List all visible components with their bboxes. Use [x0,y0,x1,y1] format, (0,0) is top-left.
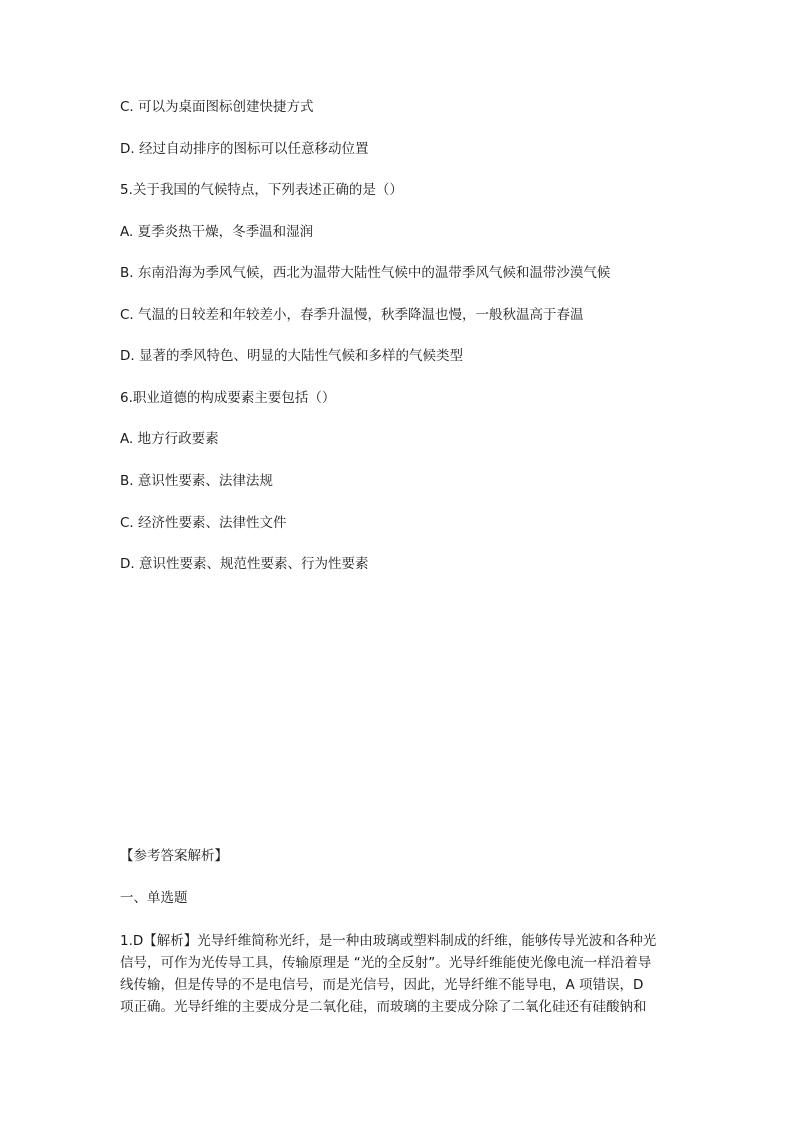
q5-option-a: A. 夏季炎热干燥，冬季温和湿润 [120,224,314,240]
q4-option-d: D. 经过自动排序的图标可以任意移动位置 [120,141,369,157]
q6-option-c: C. 经济性要素、法律性文件 [120,515,287,531]
explanation-line: 1.D【解析】光导纤维简称光纤，是一种由玻璃或塑料制成的纤维，能够传导光波和各种光 [120,933,657,949]
q5-option-b: B. 东南沿海为季风气候，西北为温带大陆性气候中的温带季风气候和温带沙漠气候 [120,265,611,281]
explanation-line: 项正确。光导纤维的主要成分是二氧化硅，而玻璃的主要成分除了二氧化硅还有硅酸钠和 [120,999,647,1015]
q6-option-d: D. 意识性要素、规范性要素、行为性要素 [120,556,369,572]
answers-heading: 【参考答案解析】 [120,848,228,864]
q6-option-a: A. 地方行政要素 [120,431,219,447]
q6-option-b: B. 意识性要素、法律法规 [120,473,273,489]
q5-option-d: D. 显著的季风特色、明显的大陆性气候和多样的气候类型 [120,348,463,364]
q6-stem: 6.职业道德的构成要素主要包括（） [120,390,336,406]
answer-explanation [120,930,680,1018]
explanation-line: 线传输，但是传导的不是电信号，而是光信号，因此，光导纤维不能导电，A 项错误，D [120,977,644,993]
q5-option-c: C. 气温的日较差和年较差小，春季升温慢，秋季降温也慢，一般秋温高于春温 [120,307,584,323]
q5-stem: 5.关于我国的气候特点，下列表述正确的是（） [120,182,403,198]
q4-option-c: C. 可以为桌面图标创建快捷方式 [120,99,314,115]
explanation-line: 信号，可作为光传导工具，传输原理是 “光的全反射”。光导纤维能使光像电流一样沿着导 [120,955,652,971]
answers-section-title: 一、单选题 [120,890,188,906]
